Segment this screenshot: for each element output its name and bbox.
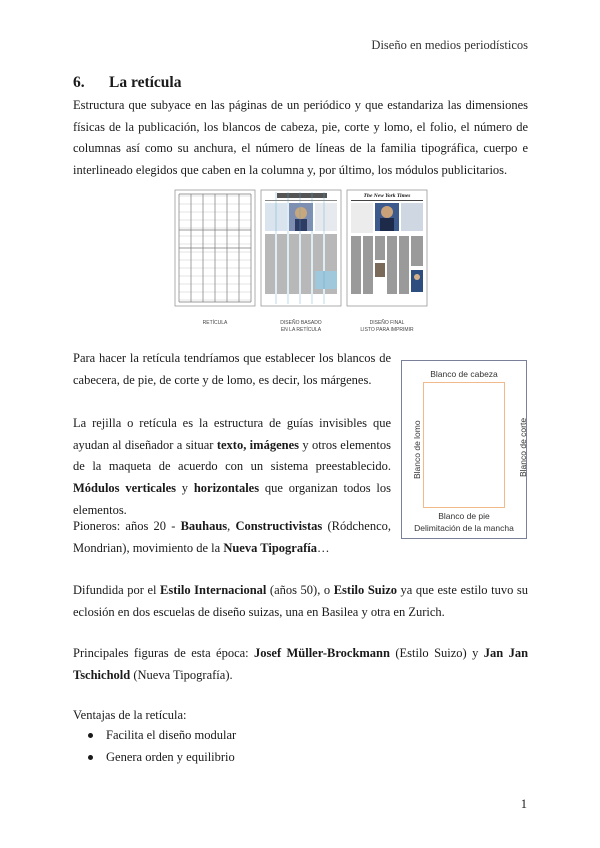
design-label-line2: EN LA RETÍCULA: [280, 327, 322, 333]
running-header: Diseño en medios periodísticos: [371, 38, 528, 52]
advantages-heading: Ventajas de la retícula:: [73, 708, 187, 722]
pioneers-paragraph: Pioneros: años 20 - Bauhaus, Constructivistas (Ródchenco, Mondrian), movimiento de la Nueva Tipografía…: [73, 519, 391, 555]
margins-top-label: Blanco de cabeza: [430, 369, 498, 379]
section-heading: [73, 74, 181, 92]
margins-bottom-label: Blanco de pie: [438, 511, 490, 521]
figures-paragraph: Principales figuras de esta época: Josef Müller-Brockmann (Estilo Suizo) y Jan Jan Tschichold (Nueva Tipografía).: [73, 646, 529, 682]
list-item: Facilita el diseño modular: [73, 724, 236, 746]
final-label-line1: DISEÑO FINAL: [369, 320, 405, 326]
margins-caption: Delimitación de la mancha: [414, 523, 514, 533]
section-title: La retícula: [109, 74, 182, 91]
margins-right-label: Blanco de corte: [518, 417, 528, 477]
intro-paragraph: Estructura que subyace en las páginas de un periódico y que estandariza las dimensiones físicas de la publicación, los blancos de cabeza, pie, corte y lomo, el folio, el número de columnas así como su anchura, el número de líneas de la familia tipográfica, cuerpo e interlineado elegidos que caben en la columna y, por último, los módulos publicitarios.: [73, 98, 528, 178]
final-page-illustration: [347, 190, 427, 306]
newspaper-masthead: The New York Times: [363, 193, 411, 199]
design-label-line1: DISEÑO BASADO: [280, 320, 322, 326]
margins-figure: Blanco de cabeza Blanco de lomo Blanco de corte Blanco de pie Delimitación de la mancha: [401, 360, 527, 539]
grid-definition-paragraph: La rejilla o retícula es la estructura de guías invisibles que ayudan al diseñador a situar texto, imágenes y otros elementos de la maqueta de acuerdo con un sistema preestablecido. Módulos verticales y horizontales que organizan todos los elementos.: [73, 416, 391, 517]
advantages-list: [73, 724, 236, 768]
final-label-line2: LISTO PARA IMPRIMIR: [360, 327, 414, 333]
grid-page-illustration: [175, 190, 255, 306]
margins-paragraph: Para hacer la retícula tendríamos que establecer los blancos de cabecera, de pie, de corte y de lomo, es decir, los márgenes.: [73, 351, 391, 387]
grid-figure-art: [165, 186, 435, 346]
section-number: 6.: [73, 74, 85, 91]
list-item: Genera orden y equilibrio: [73, 746, 236, 768]
grid-figure: [165, 186, 435, 346]
grid-label: RETÍCULA: [202, 320, 228, 326]
page-number: 1: [520, 797, 527, 811]
design-page-illustration: [261, 190, 341, 306]
spread-paragraph: Difundida por el Estilo Internacional (años 50), o Estilo Suizo ya que este estilo tuvo su eclosión en dos escuelas de diseño suizas, una en Basilea y otra en Zurich.: [73, 583, 528, 619]
text-area-box: [423, 382, 505, 508]
